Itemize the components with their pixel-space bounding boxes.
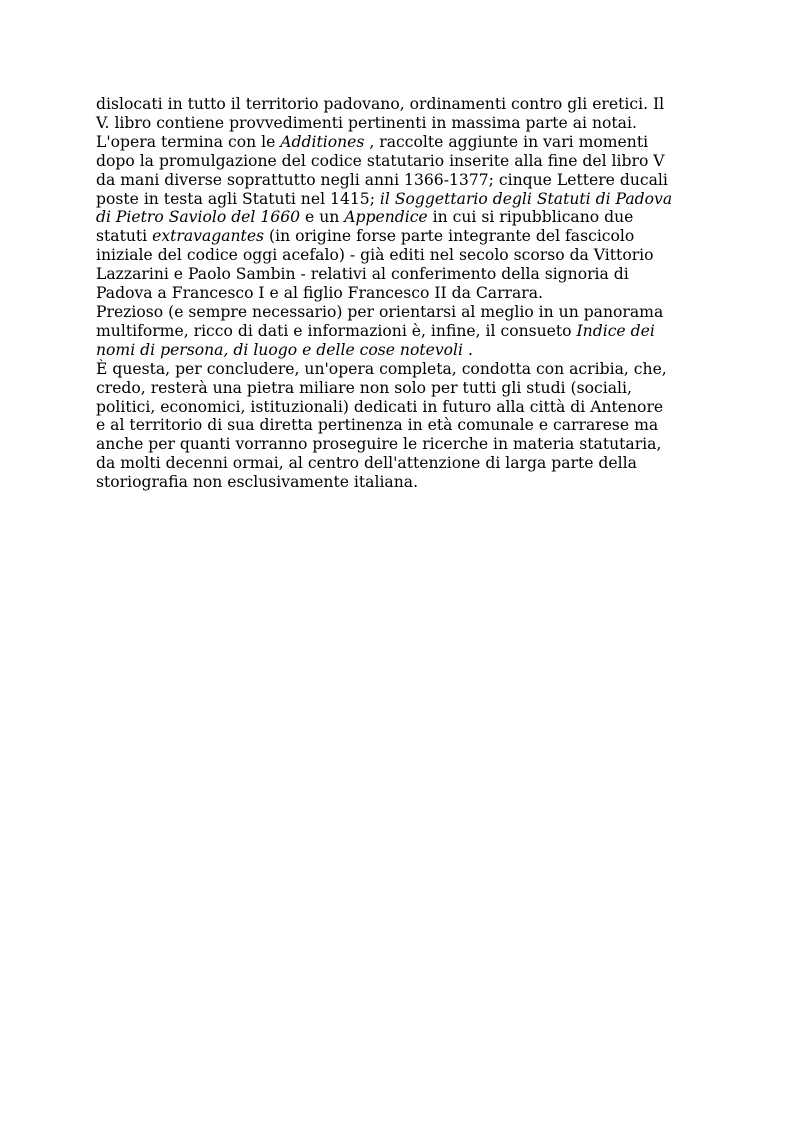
text-run: dopo la promulgazione del codice statutario inserite alla fine del libro V — [96, 151, 665, 170]
text-run: credo, resterà una pietra miliare non solo per tutti gli studi (sociali, — [96, 378, 632, 397]
text-line — [96, 227, 716, 246]
text-line — [96, 303, 716, 322]
text-line — [96, 171, 716, 190]
italic-run: Indice dei — [576, 321, 655, 340]
text-run: , raccolte aggiunte in vari momenti — [364, 132, 649, 151]
text-run: multiforme, ricco di dati e informazioni è, infine, il consueto — [96, 321, 577, 340]
text-line — [96, 379, 716, 398]
text-run: storiografia non esclusivamente italiana. — [96, 473, 419, 492]
text-line — [96, 246, 716, 265]
text-line — [96, 208, 716, 227]
italic-run: extravagantes — [152, 227, 265, 246]
text-run: e un — [300, 208, 345, 227]
text-run: e al territorio di sua diretta pertinenza in età comunale e carrarese ma — [96, 416, 659, 435]
text-line — [96, 284, 716, 303]
text-line — [96, 398, 716, 417]
text-line — [96, 95, 716, 114]
italic-run: il Soggettario degli Statuti di Padova — [379, 189, 673, 208]
text-run: da mani diverse soprattutto negli anni 1366-1377; cinque Lettere ducali — [96, 170, 668, 189]
text-line — [96, 133, 716, 152]
text-run: Padova a Francesco I e al figlio Francesco II da Carrara. — [96, 284, 543, 303]
text-run: È questa, per concludere, un'opera completa, condotta con acribia, che, — [96, 359, 667, 378]
text-run: L'opera termina con le — [96, 132, 281, 151]
text-line — [96, 416, 716, 435]
italic-run: Appendice — [344, 208, 428, 227]
text-line — [96, 114, 716, 133]
text-run: poste in testa agli Statuti nel 1415; — [96, 189, 380, 208]
text-run: politici, economici, istituzionali) dedicati in futuro alla città di Antenore — [96, 397, 664, 416]
text-run: dislocati in tutto il territorio padovano, ordinamenti contro gli eretici. Il — [96, 95, 665, 113]
text-run: in cui si ripubblicano due — [427, 208, 634, 227]
text-run: Lazzarini e Paolo Sambin - relativi al conferimento della signoria di — [96, 265, 629, 284]
italic-run: Additiones — [280, 132, 365, 151]
text-line — [96, 435, 716, 454]
text-line — [96, 454, 716, 473]
text-line — [96, 341, 716, 360]
text-run: iniziale del codice oggi acefalo) - già editi nel secolo scorso da Vittorio — [96, 246, 654, 265]
text-run: statuti — [96, 227, 153, 246]
text-run: . — [463, 340, 473, 359]
text-run: Prezioso (e sempre necessario) per orientarsi al meglio in un panorama — [96, 302, 664, 321]
document-body — [96, 95, 716, 492]
text-line — [96, 473, 716, 492]
text-line — [96, 152, 716, 171]
italic-run: di Pietro Saviolo del 1660 — [96, 208, 301, 227]
text-line — [96, 265, 716, 284]
text-line — [96, 322, 716, 341]
text-run: anche per quanti vorranno proseguire le ricerche in materia statutaria, — [96, 435, 662, 454]
text-line — [96, 190, 716, 209]
italic-run: nomi di persona, di luogo e delle cose notevoli — [96, 340, 464, 359]
text-line — [96, 360, 716, 379]
text-run: V. libro contiene provvedimenti pertinenti in massima parte ai notai. — [96, 113, 637, 132]
text-run: da molti decenni ormai, al centro dell'attenzione di larga parte della — [96, 454, 637, 473]
text-run: (in origine forse parte integrante del fascicolo — [264, 227, 635, 246]
